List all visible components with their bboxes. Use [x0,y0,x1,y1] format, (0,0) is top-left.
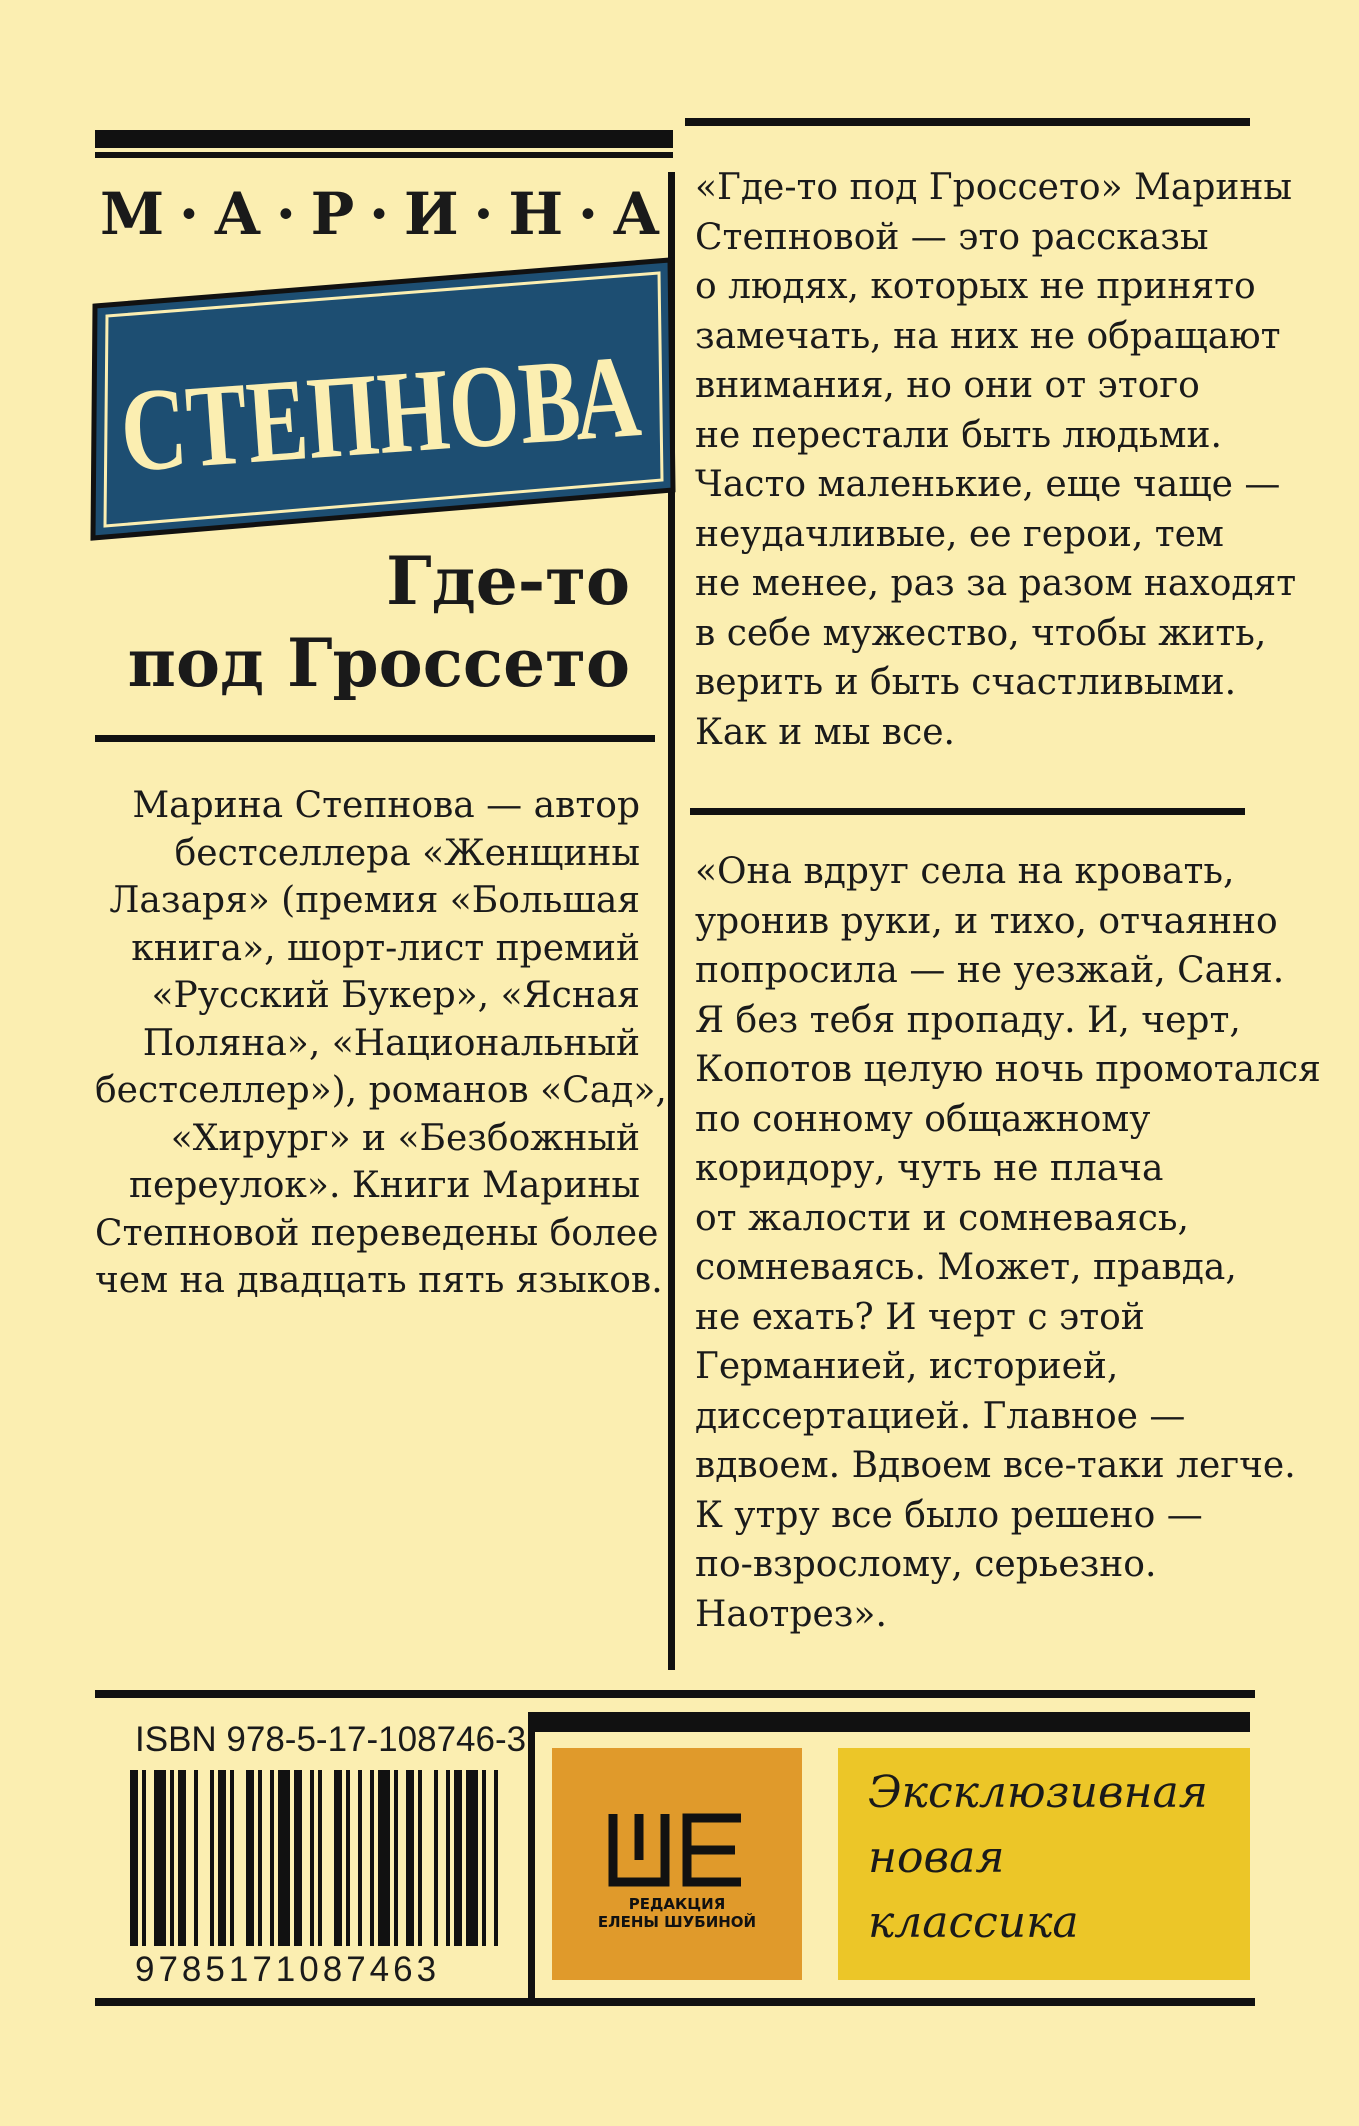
quote-line: коридору, чуть не плача [695,1148,1164,1189]
separator-dot: · [178,180,200,248]
quote-line: «Она вдруг села на кровать, [695,851,1235,892]
barcode-stripe [454,1770,462,1946]
barcode [130,1770,500,1946]
barcode-stripe [406,1770,414,1946]
barcode-stripe [346,1770,350,1946]
barcode-stripe [270,1770,274,1946]
barcode-digits: 9785171087463 [135,1950,441,1989]
quote-line: вдвоем. Вдвоем все-таки легче. [695,1445,1296,1486]
bio-line: бестселлера «Женщины [174,832,640,874]
quote-line: Наотрез». [695,1593,887,1635]
barcode-stripe [318,1770,322,1946]
quote-line: Я без тебя пропаду. И, черт, [695,999,1241,1041]
quote-line: уронив руки, и тихо, отчаянно [695,900,1278,942]
bio-line: книга», шорт-лист премий [131,927,640,969]
author-letter: Н [508,180,564,248]
quote-line: Копотов целую ночь промотался [695,1049,1321,1090]
author-first-name [100,180,660,248]
separator-dot: · [473,180,494,248]
logo-caption-line: ЕЛЕНЫ ШУБИНОЙ [597,1913,757,1931]
logo-divider [528,1712,535,1998]
barcode-stripe [334,1770,342,1946]
barcode-stripe [358,1770,362,1946]
barcode-stripe [370,1770,374,1946]
bio-line: переулок». Книги Марины [129,1165,640,1206]
barcode-stripe [466,1770,478,1946]
author-letter: А [612,180,660,248]
bottom-rule-right-thick [528,1712,1250,1732]
publisher-logo-icon [607,1812,747,1892]
isbn-label: ISBN 978-5-17-108746-3 [135,1720,527,1759]
separator-dot: · [369,180,390,248]
annotation-line: не менее, раз за разом находят [695,563,1297,604]
annotation-line: Часто маленькие, еще чаще — [695,464,1281,505]
quote-line: не ехать? И черт с этой [695,1296,1145,1338]
bio-line: Лазаря» (премия «Большая [109,880,640,921]
annotation-line: внимания, но они от этого [695,365,1200,406]
barcode-stripe [218,1770,226,1946]
annotation-line: о людях, которых не принято [695,266,1256,307]
author-last-name: СТЕПНОВА [116,319,799,497]
barcode-stripe [494,1770,498,1946]
bottom-rule-bottom [95,1998,1255,2006]
bio-line: Поляна», «Национальный [142,1022,640,1064]
bio-line: Степновой переведены более [95,1212,659,1254]
annotation [695,163,1296,757]
title-rule [95,735,655,742]
barcode-stripe [230,1770,234,1946]
quote-line: от жалости и сомневаясь, [695,1197,1189,1239]
barcode-stripe [434,1770,438,1946]
book-title-line: под Гроссето [127,624,630,702]
author-letter: А [213,180,262,248]
series-line: классика [868,1897,1079,1948]
barcode-stripe [258,1770,262,1946]
barcode-stripe [378,1770,390,1946]
author-bio [95,782,667,1305]
top-rule-right [685,118,1250,126]
barcode-stripe [178,1770,186,1946]
quote-rule [690,808,1245,815]
barcode-stripe [194,1770,198,1946]
book-title [100,540,630,704]
barcode-stripe [278,1770,290,1946]
separator-dot: · [577,180,599,248]
top-rule-left [95,130,673,148]
barcode-stripe [154,1770,166,1946]
bio-line: Марина Степнова — автор [132,785,640,826]
series-name [868,1760,1208,1955]
bio-line: «Русский Букер», «Ясная [151,975,640,1016]
annotation-line: замечать, на них не обращают [695,315,1281,357]
book-title-line: Где-то [386,542,630,620]
annotation-line: не перестали быть людьми. [695,414,1222,456]
barcode-stripe [394,1770,398,1946]
barcode-stripe [130,1770,138,1946]
bottom-rule-top [95,1690,1255,1698]
barcode-stripe [482,1770,486,1946]
barcode-stripe [294,1770,302,1946]
quote-line: Германией, историей, [695,1346,1119,1387]
bio-line: бестселлер»), романов «Сад», [95,1070,667,1111]
annotation-line: верить и быть счастливыми. [695,662,1237,703]
barcode-stripe [246,1770,254,1946]
quote-line: по сонному общажному [695,1098,1151,1140]
logo-caption-line: РЕДАКЦИЯ [628,1895,726,1913]
author-banner [85,258,799,548]
annotation-line: в себе мужество, чтобы жить, [695,612,1267,654]
barcode-stripe [170,1770,174,1946]
series-line: новая [868,1832,1005,1883]
quote [695,847,1321,1639]
series-line: Эксклюзивная [868,1767,1208,1818]
quote-line: попросила — не уезжай, Саня. [695,950,1285,991]
barcode-stripe [418,1770,422,1946]
author-letter: М [100,180,165,248]
barcode-stripe [310,1770,314,1946]
quote-line: по-взрослому, серьезно. [695,1544,1157,1585]
author-letter: Р [310,180,355,248]
annotation-line: «Где-то под Гроссето» Марины [695,167,1293,208]
annotation-line: неудачливые, ее герои, тем [695,513,1224,555]
top-rule-left-thin [95,152,673,158]
quote-line: К утру все было решено — [695,1494,1203,1536]
quote-line: сомневаясь. Может, правда, [695,1247,1237,1288]
publisher-logo-caption [572,1895,782,1931]
annotation-line: Как и мы все. [695,711,955,753]
barcode-stripe [210,1770,214,1946]
annotation-line: Степновой — это рассказы [695,216,1209,258]
bio-line: чем на двадцать пять языков. [95,1260,663,1301]
separator-dot: · [275,180,296,248]
quote-line: диссертацией. Главное — [695,1395,1186,1437]
barcode-stripe [446,1770,450,1946]
barcode-stripe [142,1770,146,1946]
author-letter: И [403,180,459,248]
bio-line: «Хирург» и «Безбожный [170,1117,640,1159]
